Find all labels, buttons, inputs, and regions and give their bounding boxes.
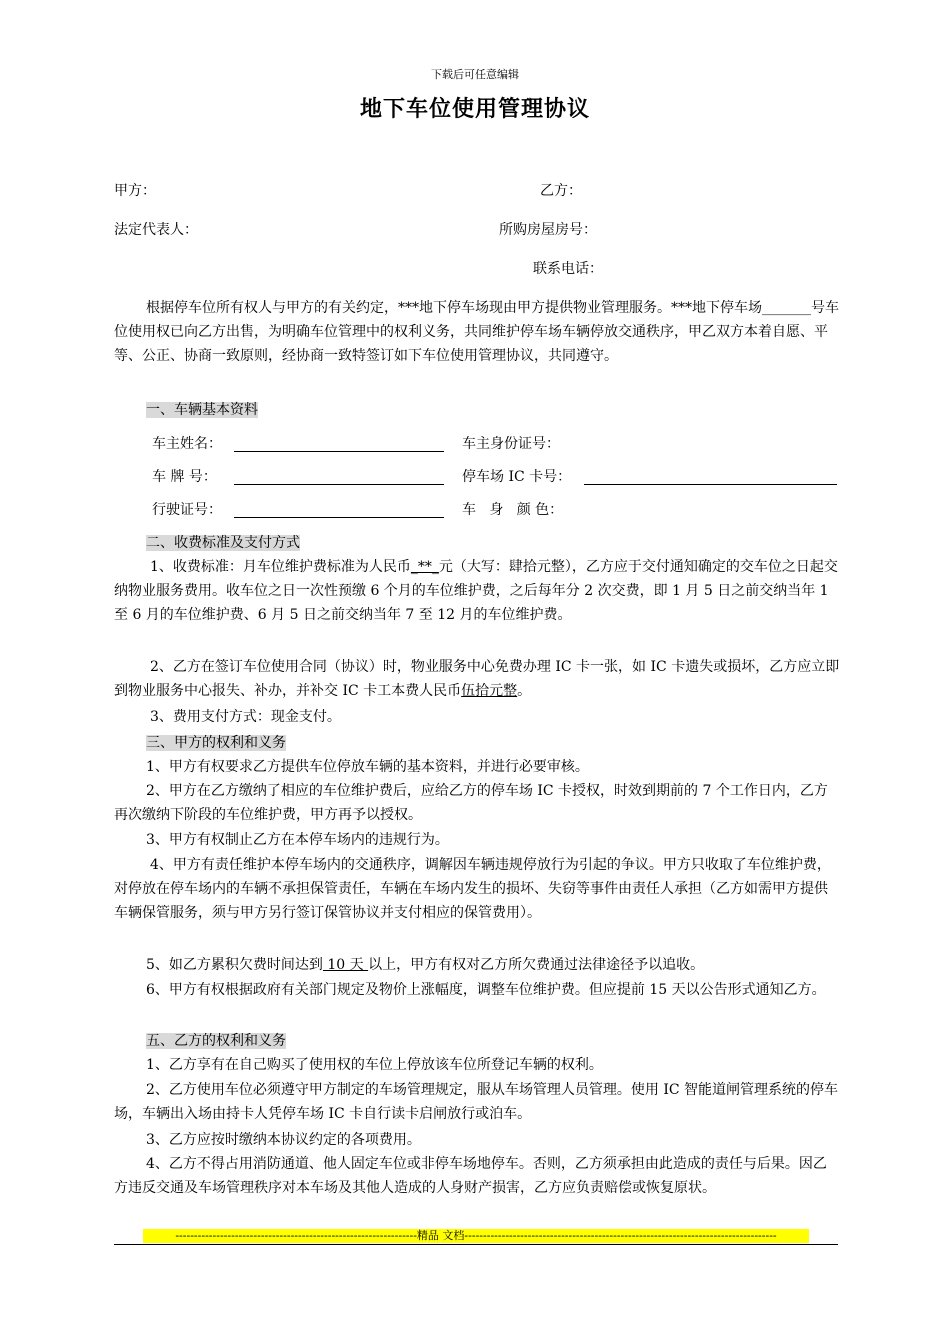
owner-id-label: 车主身份证号： bbox=[462, 436, 560, 452]
intro-paragraph: 根据停车位所有权人与甲方的有关约定，***地下停车场现由甲方提供物业管理服务。***地下停车场_______号车位使用权已向乙方出售，为明确车位管理中的权利义务，共同维护停车场车辆停放交通秩序，甲乙双方本着自愿、平等、公正、协商一致原则，经协商一致特签订如下车位使用管理协议，共同遵守。 bbox=[114, 300, 839, 364]
ic-card-label: 停车场 IC 卡号： bbox=[462, 469, 572, 485]
page-title: 地下车位使用管理协议 bbox=[359, 97, 590, 122]
arrears-days: 10 天 bbox=[322, 957, 369, 973]
owner-name-field[interactable] bbox=[234, 435, 444, 452]
party-yi-label: 乙方： bbox=[540, 183, 582, 199]
header-note: 下载后可任意编辑 bbox=[431, 68, 519, 81]
fee-item-3: 3、费用支付方式：现金支付。 bbox=[150, 709, 341, 725]
jia-item-2: 2、甲方在乙方缴纳了相应的车位维护费后，应给乙方的停车场 IC 卡授权，时效到期前的 7 个工作日内，乙方再次缴纳下阶段的车位维护费，甲方再予以授权。 bbox=[114, 783, 828, 823]
license-field[interactable] bbox=[234, 501, 444, 518]
jia-item-3: 3、甲方有权制止乙方在本停车场内的违规行为。 bbox=[146, 832, 449, 848]
ic-card-field[interactable] bbox=[584, 468, 837, 485]
owner-name-label: 车主姓名： bbox=[152, 436, 222, 452]
fee-item-2: 2、乙方在签订车位使用合同（协议）时，物业服务中心免费办理 IC 卡一张，如 IC 卡遗失或损坏，乙方应立即到物业服务中心报失、补办，并补交 IC 卡工本费人民币伍拾元整。 bbox=[114, 659, 840, 699]
phone-label: 联系电话： bbox=[533, 261, 603, 277]
yi-item-3: 3、乙方应按时缴纳本协议约定的各项费用。 bbox=[146, 1132, 421, 1148]
section-5-heading: 五、乙方的权利和义务 bbox=[146, 1033, 286, 1049]
footer-divider bbox=[114, 1244, 838, 1245]
car-color-label: 车 身 颜 色： bbox=[462, 502, 564, 518]
plate-label: 车 牌 号： bbox=[152, 469, 217, 485]
section-2-heading: 二、收费标准及支付方式 bbox=[146, 535, 300, 551]
lot-number-blank: _______ bbox=[762, 300, 811, 316]
section-1-heading: 一、车辆基本资料 bbox=[146, 402, 258, 418]
jia-item-1: 1、甲方有权要求乙方提供车位停放车辆的基本资料，并进行必要审核。 bbox=[146, 759, 589, 775]
jia-item-4: 4、甲方有责任维护本停车场内的交通秩序，调解因车辆违规停放行为引起的争议。甲方只收取了车位维护费，对停放在停车场内的车辆不承担保管责任，车辆在车场内发生的损坏、失窃等事件由责任人承担（乙方如需甲方提供车辆保管服务，须与甲方另行签订保管协议并支付相应的保管费用）。 bbox=[114, 857, 831, 921]
legal-rep-label: 法定代表人： bbox=[114, 222, 198, 238]
yi-item-2: 2、乙方使用车位必须遵守甲方制定的车场管理规定，服从车场管理人员管理。使用 IC 智能道闸管理系统的停车场，车辆出入场由持卡人凭停车场 IC 卡自行读卡启闸放行或泊车。 bbox=[114, 1082, 839, 1122]
card-fee-amount: 伍拾元整 bbox=[461, 683, 518, 699]
yi-item-1: 1、乙方享有在自己购买了使用权的车位上停放该车位所登记车辆的权利。 bbox=[146, 1057, 603, 1073]
plate-field[interactable] bbox=[234, 468, 444, 485]
fee-item-1: 1、收费标准：月车位维护费标准为人民币_**_元（大写：肆拾元整），乙方应于交付通知确定的交车位之日起交纳物业服务费用。收车位之日一次性预缴 6 个月的车位维护费，之后每年分 2 次交费，即 1 月 5 日之前交纳当年 1 至 6 月的车位维护费、6 月 5 日之前交纳当年 7 至 12 月的车位维护费。 bbox=[114, 559, 838, 623]
jia-item-5: 5、如乙方累积欠费时间达到 10 天 以上，甲方有权对乙方所欠费通过法律途径予以追收。 bbox=[146, 957, 705, 973]
yi-item-4: 4、乙方不得占用消防通道、他人固定车位或非停车场地停车。否则，乙方须承担由此造成的责任与后果。因乙方违反交通及车场管理秩序对本车场及其他人造成的人身财产损害，乙方应负责赔偿或恢复原状。 bbox=[114, 1156, 827, 1196]
jia-item-6: 6、甲方有权根据政府有关部门规定及物价上涨幅度，调整车位维护费。但应提前 15 天以公告形式通知乙方。 bbox=[146, 982, 826, 998]
fee-amount: _**_ bbox=[410, 559, 439, 575]
room-number-label: 所购房屋房号： bbox=[499, 222, 597, 238]
footer-banner: -----------------------------------------------------------------精品 文档------------------------------------------------------------------------------------ bbox=[143, 1229, 809, 1243]
section-3-heading: 三、甲方的权利和义务 bbox=[146, 735, 286, 751]
party-jia-label: 甲方： bbox=[114, 183, 156, 199]
license-label: 行驶证号： bbox=[152, 502, 222, 518]
